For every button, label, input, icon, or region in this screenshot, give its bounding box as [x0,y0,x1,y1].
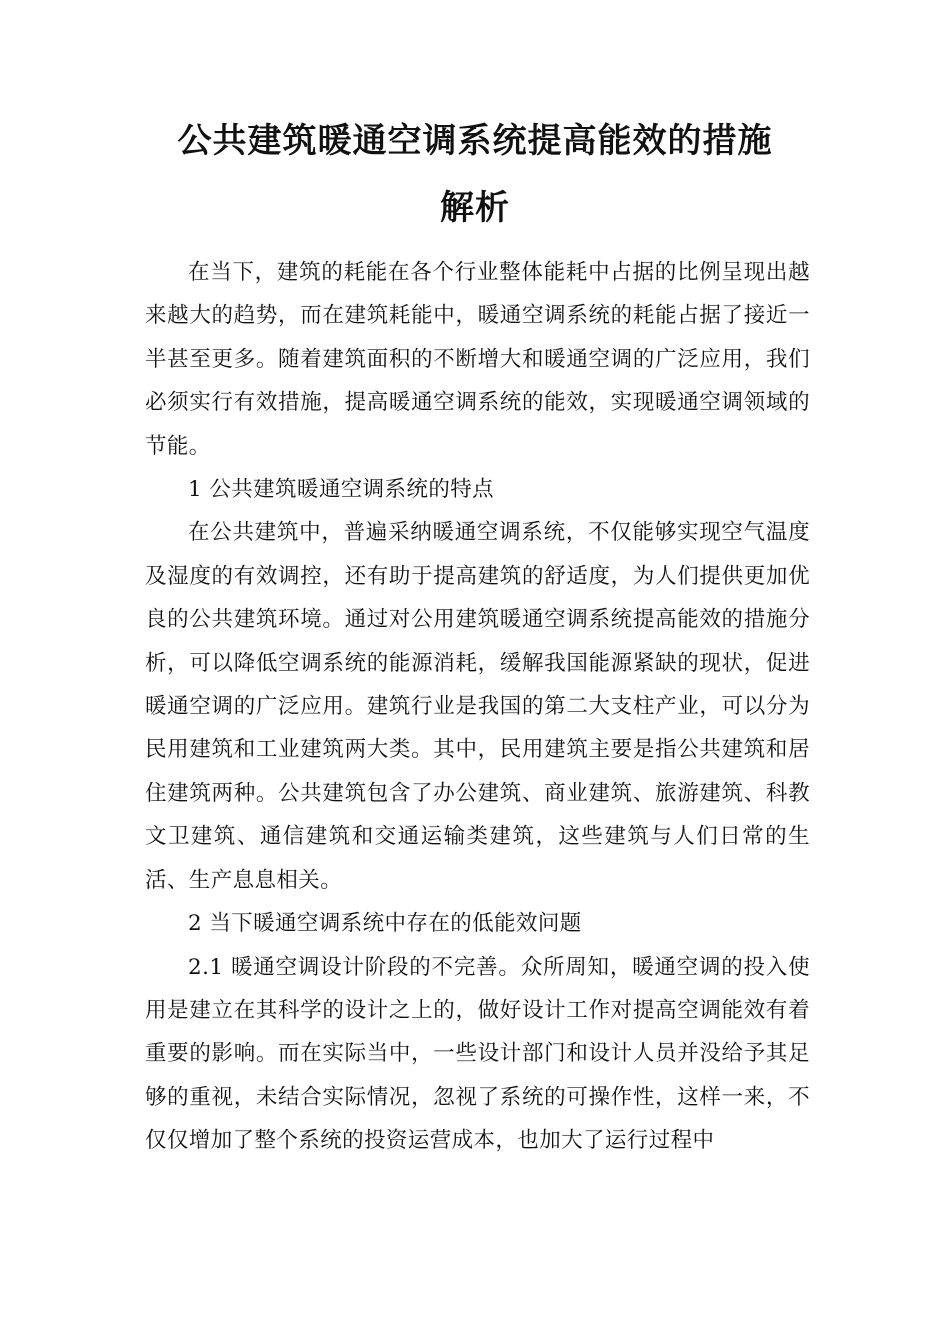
intro-paragraph: 在当下，建筑的耗能在各个行业整体能耗中占据的比例呈现出越来越大的趋势，而在建筑耗能中，暖通空调系统的耗能占据了接近一半甚至更多。随着建筑面积的不断增大和暖通空调的广泛应用，我们必须实行有效措施，提高暖通空调系统的能效，实现暖通空调领域的节能。 [145,260,810,459]
section-2-heading: 2 当下暖通空调系统中存在的低能效问题 [188,911,582,937]
section-2-1-paragraph: 2.1 暖通空调设计阶段的不完善。众所周知，暖通空调的投入使用是建立在其科学的设计之上的，做好设计工作对提高空调能效有着重要的影响。而在实际当中，一些设计部门和设计人员并没给予其足够的重视，未结合实际情况，忽视了系统的可操作性，这样一来，不仅仅增加了整个系统的投资运营成本，也加大了运行过程中 [145,954,810,1154]
section-1-heading: 1 公共建筑暖通空调系统的特点 [188,477,495,503]
document-title-line-2: 解析 [440,188,510,228]
section-1-paragraph: 在公共建筑中，普遍采纳暖通空调系统，不仅能够实现空气温度及湿度的有效调控，还有助于提高建筑的舒适度，为人们提供更加优良的公共建筑环境。通过对公用建筑暖通空调系统提高能效的措施分析，可以降低空调系统的能源消耗，缓解我国能源紧缺的现状，促进暖通空调的广泛应用。建筑行业是我国的第二大支柱产业，可以分为民用建筑和工业建筑两大类。其中，民用建筑主要是指公共建筑和居住建筑两种。公共建筑包含了办公建筑、商业建筑、旅游建筑、科教文卫建筑、通信建筑和交通运输类建筑，这些建筑与人们日常的生活、生产息息相关。 [145,520,810,893]
document-body [145,251,810,1163]
document-title-line-1: 公共建筑暖通空调系统提高能效的措施 [177,121,773,161]
